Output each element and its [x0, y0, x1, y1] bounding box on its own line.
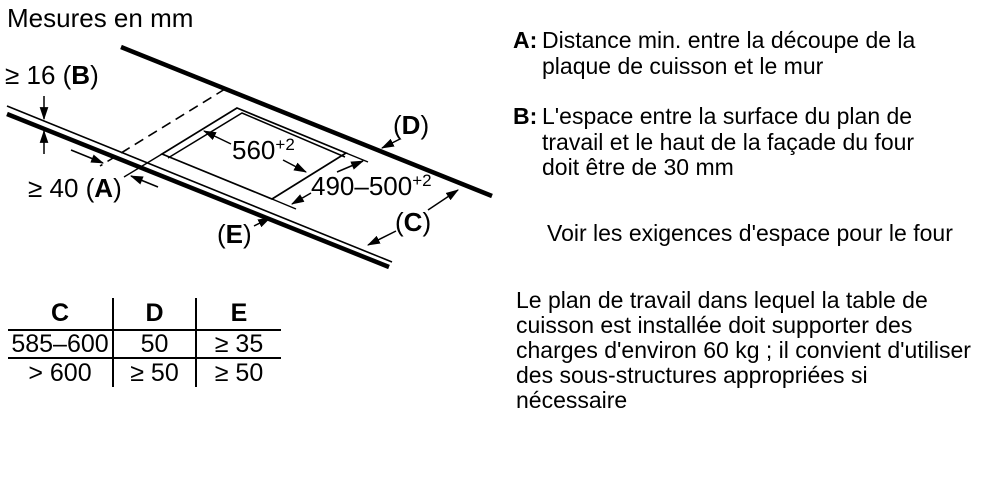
wall-line — [121, 47, 492, 196]
installation-diagram — [0, 0, 500, 290]
table-header-c: C — [50, 299, 70, 327]
label-d-arrow — [382, 139, 400, 148]
note-b-line: doit être de 30 mm — [542, 154, 734, 180]
table-header-d: D — [112, 298, 195, 329]
note-load — [516, 288, 971, 413]
page-title: Mesures en mm — [7, 3, 194, 33]
table-cell: ≥ 50 — [112, 357, 195, 387]
label-c: (C) — [395, 207, 432, 237]
note-a — [513, 28, 915, 79]
label-d: (D) — [393, 110, 430, 140]
note-b-line: travail et le haut de la façade du four — [542, 128, 915, 155]
dimension-560-label: $560^{+2}$ — [232, 135, 295, 165]
note-see-also: Voir les exigences d'espace pour le four — [547, 220, 953, 246]
table-cell: ≥ 50 — [195, 357, 281, 387]
note-load-line: cuisson est installée doit supporter des — [516, 312, 913, 338]
note-b-line: L'espace entre la surface du plan de — [542, 103, 913, 129]
table-cell: ≥ 35 — [195, 329, 281, 357]
note-load-line: charges d'environ 60 kg ; il convient d'utiliser — [516, 337, 971, 363]
table-cell: > 600 — [8, 357, 112, 387]
table-cell: 50 — [112, 329, 195, 357]
note-a-line: Distance min. entre la découpe de la — [542, 27, 916, 53]
note-a-line: plaque de cuisson et le mur — [542, 52, 824, 79]
table-cell: 585–600 — [8, 329, 112, 357]
label-e: (E) — [217, 219, 252, 249]
dimension-table — [8, 298, 281, 387]
note-load-line: des sous-structures appropriées si — [516, 362, 868, 388]
note-load-line: Le plan de travail dans lequel la table de — [516, 287, 928, 313]
note-b-label: B: — [513, 103, 538, 129]
table-header-e: E — [195, 298, 281, 329]
note-a-label: A: — [513, 27, 538, 53]
dimension-a-label: ≥ 40 (A) — [28, 173, 122, 203]
note-load-line: nécessaire — [516, 387, 628, 413]
label-e-arrow — [254, 218, 270, 226]
dimension-b-label: ≥ 16 (B) — [5, 60, 99, 90]
dimension-490-500-label: $490-500^{+2}$ — [311, 171, 432, 201]
note-b — [513, 104, 914, 181]
